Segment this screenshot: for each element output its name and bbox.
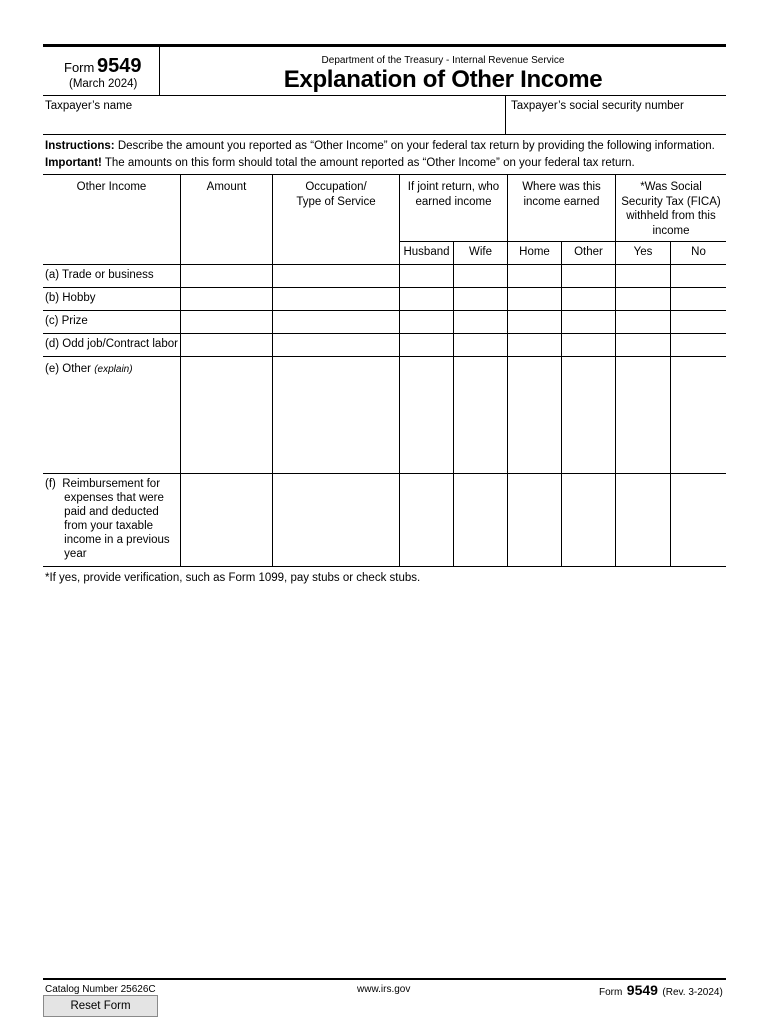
form-number: 9549 bbox=[97, 55, 142, 77]
subheader-rule bbox=[399, 241, 726, 242]
footer-rev: (Rev. 3-2024) bbox=[662, 987, 723, 998]
col-divider-2 bbox=[272, 175, 273, 566]
subheader-other: Other bbox=[574, 246, 603, 258]
col-divider-3 bbox=[399, 175, 400, 566]
subheader-home: Home bbox=[519, 246, 550, 258]
important-label: Important! bbox=[45, 157, 102, 169]
important-line bbox=[45, 157, 635, 169]
subheader-husband: Husband bbox=[403, 246, 450, 258]
row-label-reimbursement: (f) Reimbursement for expenses that were paid and deducted from your taxable income in a previous year bbox=[45, 478, 170, 560]
ssn-label: Taxpayer’s social security number bbox=[511, 100, 684, 112]
form-label: Form bbox=[64, 60, 95, 75]
instructions-label: Instructions: bbox=[45, 140, 115, 152]
row-label-odd-job: (d) Odd job/Contract labor bbox=[45, 338, 178, 350]
header-joint-return: If joint return, who earned income bbox=[407, 181, 500, 208]
subheader-wife: Wife bbox=[469, 246, 492, 258]
taxpayer-bottom-rule bbox=[43, 134, 726, 135]
top-rule bbox=[43, 44, 726, 47]
footer-rule bbox=[43, 978, 726, 980]
page-title: Explanation of Other Income bbox=[283, 66, 603, 93]
taxpayer-name-field[interactable] bbox=[45, 116, 500, 132]
row-rule-e bbox=[43, 473, 726, 474]
reset-form-button[interactable]: Reset Form bbox=[43, 995, 158, 1017]
header-bottom-rule bbox=[43, 95, 726, 96]
row-rule-d bbox=[43, 356, 726, 357]
header-occupation: Occupation/ Type of Service bbox=[296, 181, 376, 208]
header-other-income: Other Income bbox=[76, 181, 147, 193]
col-divider-5 bbox=[507, 175, 508, 566]
row-rule-c bbox=[43, 333, 726, 334]
table-top-rule bbox=[43, 174, 726, 175]
row-label-other-text: (e) Other bbox=[45, 363, 95, 375]
important-text: The amounts on this form should total the amount reported as “Other Income” on your federal tax return. bbox=[101, 157, 635, 169]
col-divider-4 bbox=[453, 241, 454, 566]
header-amount: Amount bbox=[206, 181, 247, 193]
col-divider-8 bbox=[670, 241, 671, 566]
instructions-line bbox=[45, 140, 715, 152]
ssn-field[interactable] bbox=[511, 116, 723, 132]
col-divider-1 bbox=[180, 175, 181, 566]
form-date: (March 2024) bbox=[69, 78, 138, 90]
header-fica: *Was Social Security Tax (FICA) withheld from this income bbox=[621, 181, 721, 237]
department-name: Department of the Treasury - Internal Revenue Service bbox=[321, 55, 565, 66]
row-rule-a bbox=[43, 287, 726, 288]
row-label-other bbox=[45, 362, 133, 377]
footer-form-id bbox=[599, 982, 723, 1000]
row-label-trade: (a) Trade or business bbox=[45, 269, 154, 281]
row-label-hobby: (b) Hobby bbox=[45, 292, 96, 304]
instructions-text: Describe the amount you reported as “Other Income” on your federal tax return by providing the following information. bbox=[114, 140, 715, 152]
footer-form-number: 9549 bbox=[626, 982, 658, 998]
taxpayer-name-label: Taxpayer’s name bbox=[45, 100, 133, 112]
table-bottom-rule bbox=[43, 566, 726, 567]
header-bottom-table-rule bbox=[43, 264, 726, 265]
col-divider-6 bbox=[561, 241, 562, 566]
taxpayer-divider bbox=[505, 96, 506, 134]
footnote: *If yes, provide verification, such as Form 1099, pay stubs or check stubs. bbox=[45, 572, 421, 584]
header-where-earned: Where was this income earned bbox=[522, 181, 601, 208]
subheader-no: No bbox=[691, 246, 706, 258]
row-label-other-note: (explain) bbox=[94, 364, 133, 375]
footer-form-label: Form bbox=[599, 987, 623, 998]
subheader-yes: Yes bbox=[633, 246, 653, 258]
row-label-prize: (c) Prize bbox=[45, 315, 88, 327]
catalog-number: Catalog Number 25626C bbox=[45, 984, 156, 995]
irs-url: www.irs.gov bbox=[357, 984, 411, 995]
row-rule-b bbox=[43, 310, 726, 311]
